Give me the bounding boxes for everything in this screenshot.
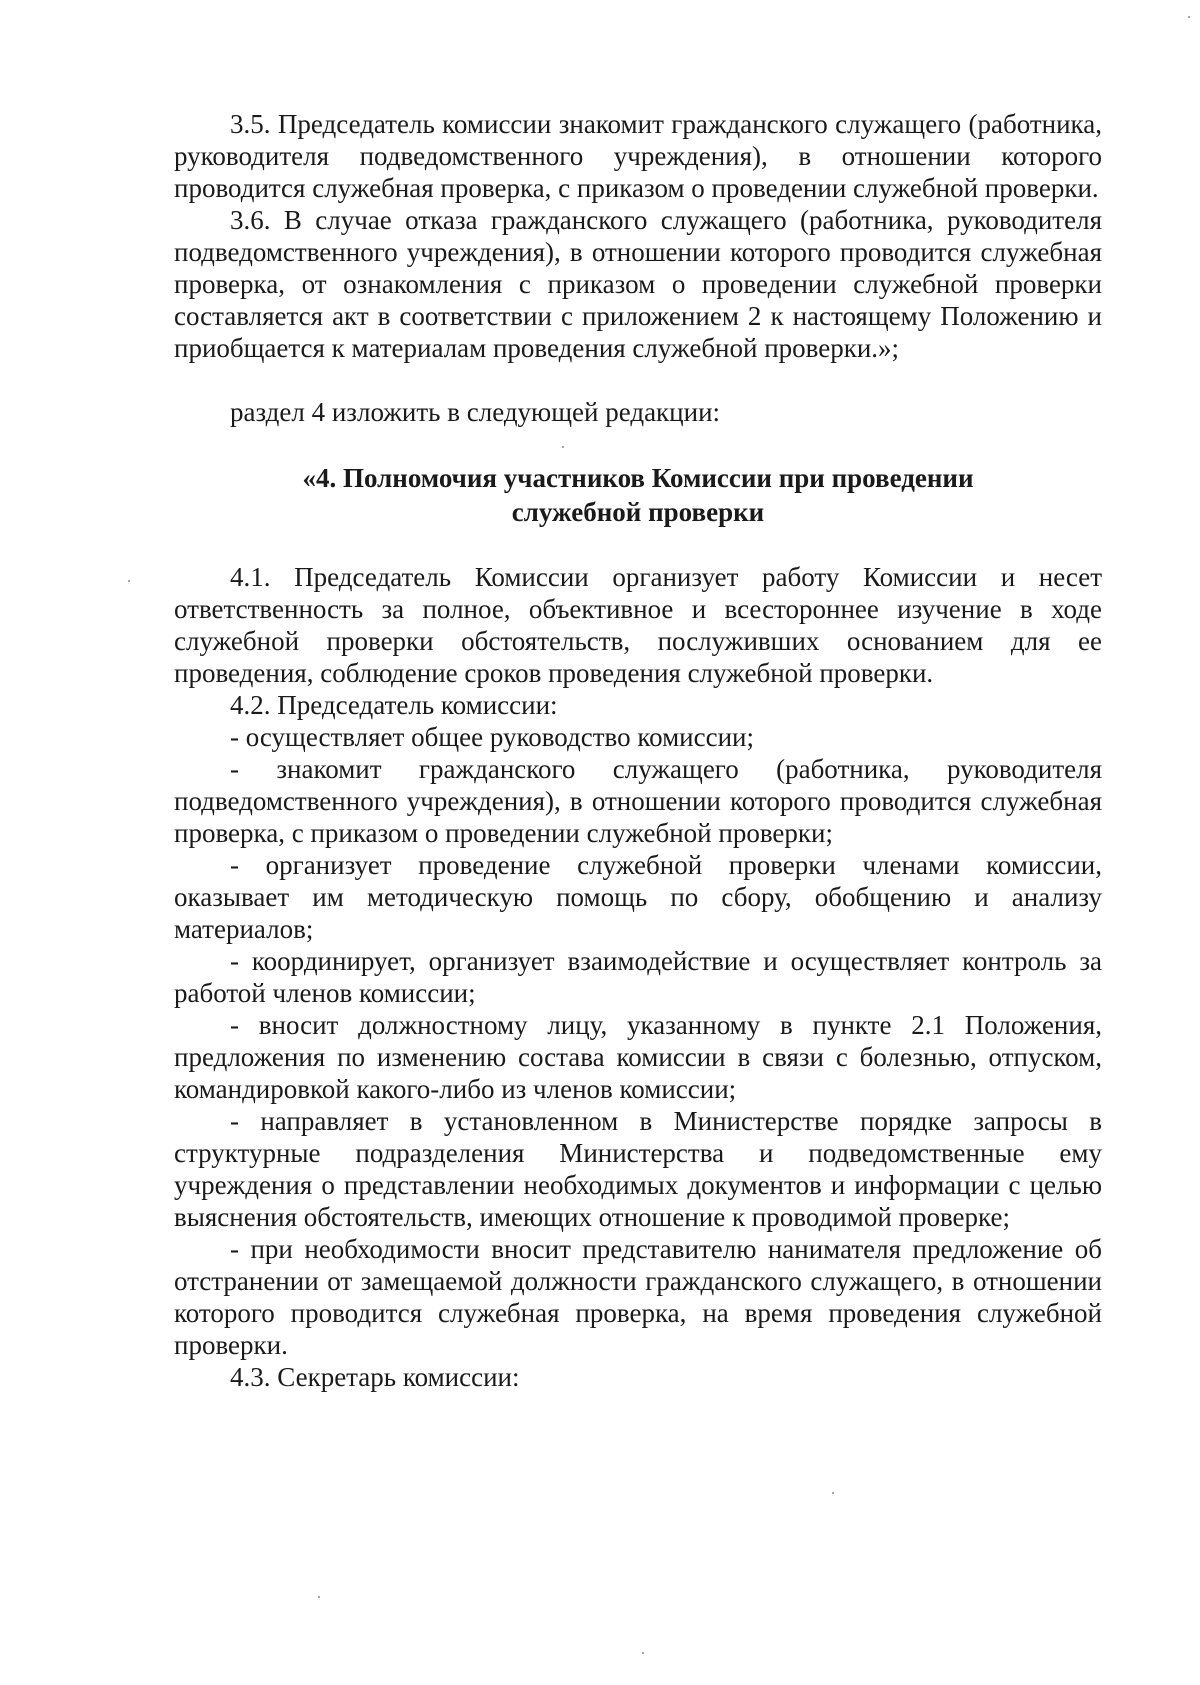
scan-speck (832, 1492, 834, 1494)
list-item: - организует проведение служебной проверки членами комиссии, оказывает им методическую помощь по сбору, обобщению и анализу материалов; (174, 850, 1102, 944)
list-item: - знакомит гражданского служащего (работника, руководителя подведомственного учреждения), в отношении которого проводится служебная проверка, с приказом о проведении служебной проверки; (174, 754, 1102, 848)
list-item: - направляет в установленном в Министерстве порядке запросы в структурные подразделения Министерства и подведомственные ему учреждения о представлении необходимых документов и информации с целью выяснения обстоятельств, имеющих отношение к проводимой проверке; (174, 1106, 1102, 1232)
document-page (174, 108, 1102, 1393)
paragraph-4-1: 4.1. Председатель Комиссии организует работу Комиссии и несет ответственность за полное, объективное и всестороннее изучение в ходе служебной проверки обстоятельств, послуживших основанием для ее проведения, соблюдение сроков проведения служебной проверки. (174, 562, 1102, 688)
list-item: - вносит должностному лицу, указанному в пункте 2.1 Положения, предложения по изменению состава комиссии в связи с болезнью, отпуском, командировкой какого-либо из членов комиссии; (174, 1010, 1102, 1104)
scan-speck (562, 446, 564, 448)
paragraph-3-6: 3.6. В случае отказа гражданского служащего (работника, руководителя подведомственного учреждения), в отношении которого проводится служебная проверка, от ознакомления с приказом о проведении служебной проверки составляется акт в соответствии с приложением 2 к настоящему Положению и приобщается к материалам проведения служебной проверки.»; (174, 205, 1102, 363)
instruction-text: раздел 4 изложить в следующей редакции: (230, 397, 721, 427)
scan-speck (128, 580, 130, 582)
scan-speck (1188, 16, 1190, 18)
paragraph-4-2: 4.2. Председатель комиссии: (230, 690, 558, 720)
list-item: - координирует, организует взаимодействие и осуществляет контроль за работой членов комиссии; (174, 946, 1102, 1008)
section-heading-line-2: служебной проверки (511, 497, 765, 527)
section-heading (174, 461, 1102, 529)
list-item: - при необходимости вносит представителю нанимателя предложение об отстранении от замещаемой должности гражданского служащего, в отношении которого проводится служебная проверка, на время проведения служебной проверки. (174, 1234, 1102, 1360)
paragraph-3-5: 3.5. Председатель комиссии знакомит гражданского служащего (работника, руководителя подведомственного учреждения), в отношении которого проводится служебная проверка, с приказом о проведении служебной проверки. (174, 109, 1102, 203)
scan-speck (318, 1596, 320, 1598)
list-item: - осуществляет общее руководство комиссии; (230, 722, 754, 752)
section-heading-line-1: «4. Полномочия участников Комиссии при проведении (302, 463, 974, 493)
paragraph-4-3: 4.3. Секретарь комиссии: (230, 1362, 520, 1392)
scan-speck (642, 1652, 644, 1654)
